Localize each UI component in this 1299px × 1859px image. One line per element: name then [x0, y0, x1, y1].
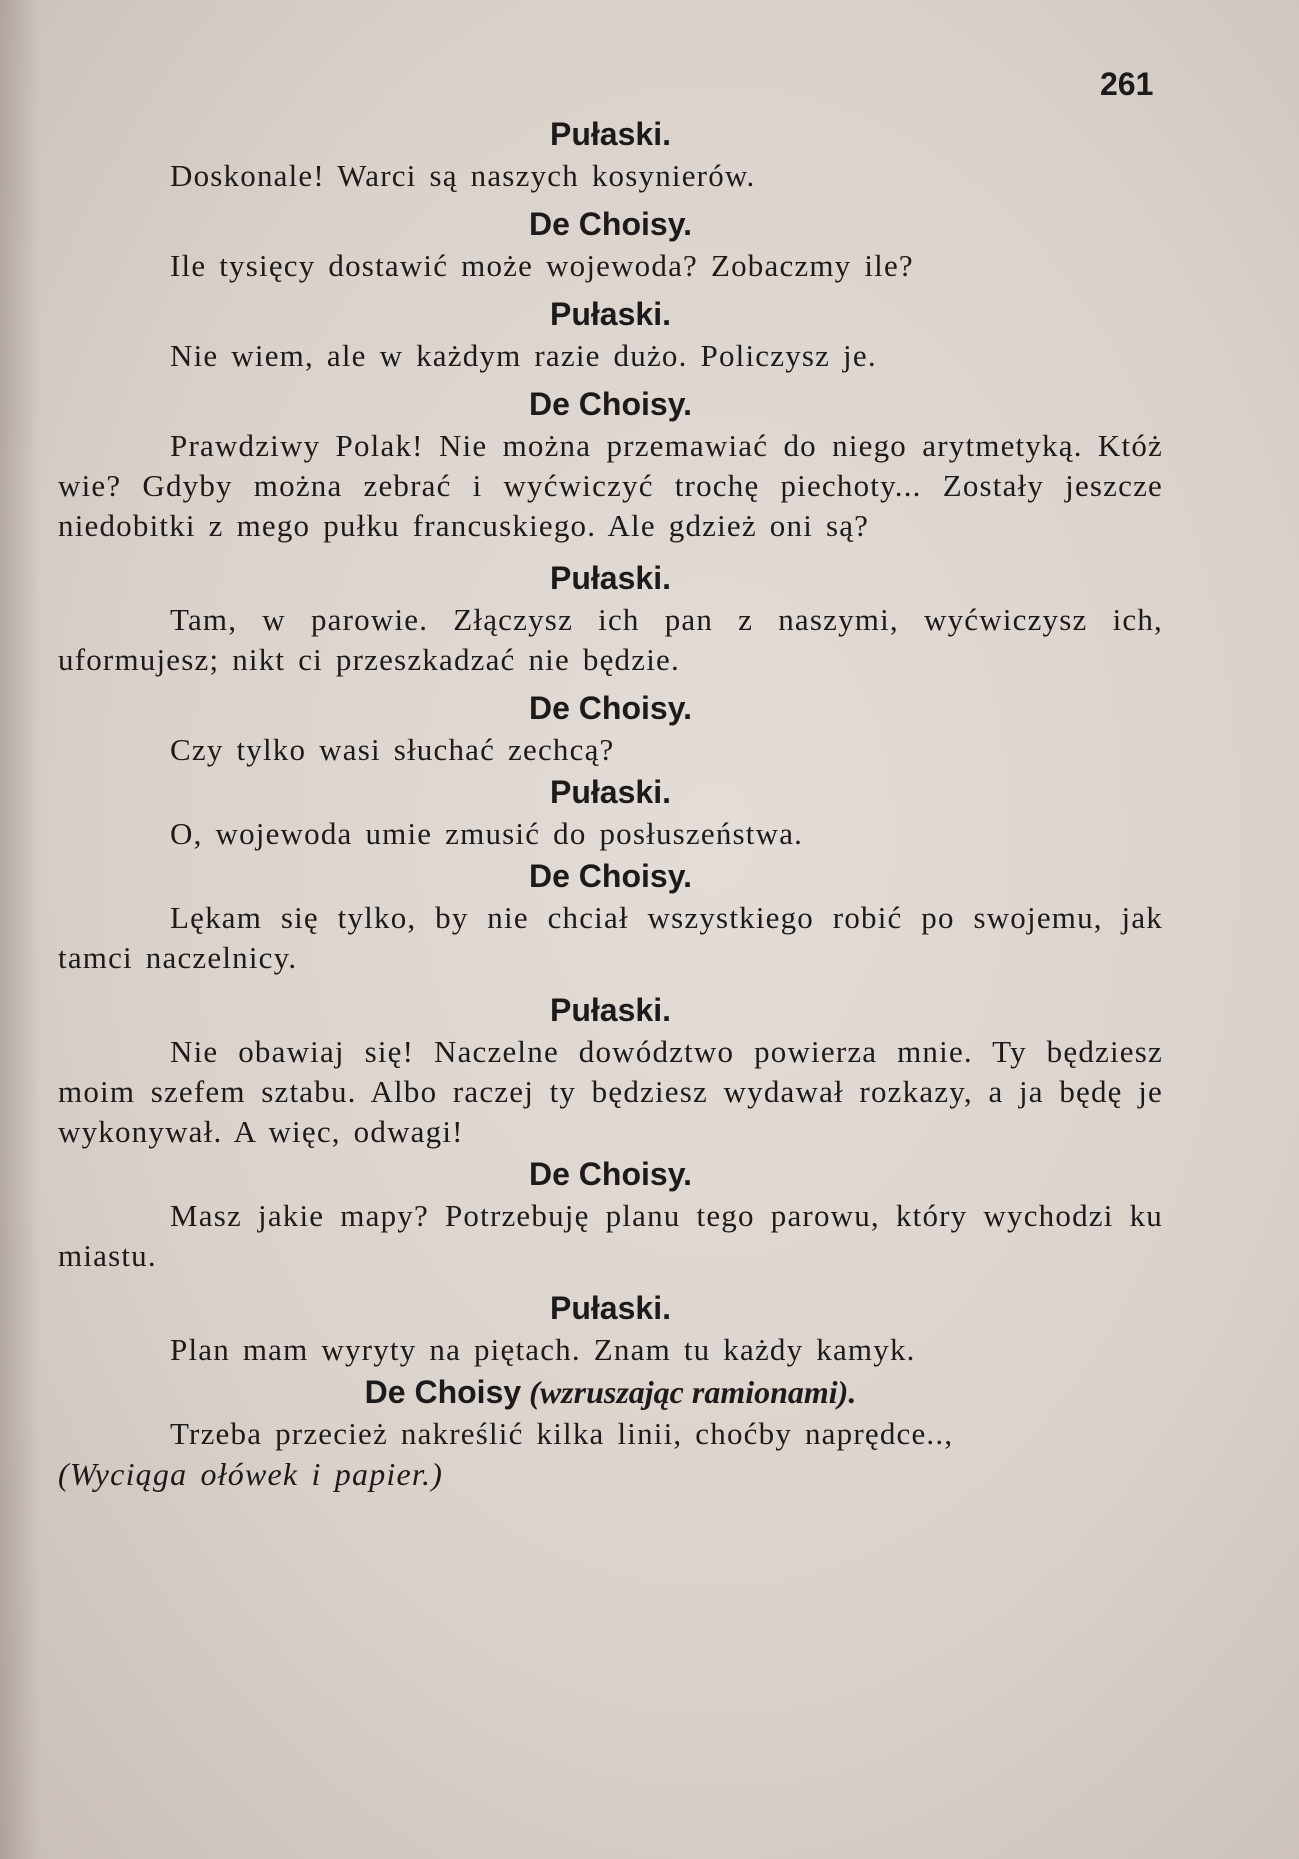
closing-stage-direction	[58, 1454, 1163, 1495]
stage-direction: (wzruszając ramionami).	[529, 1374, 857, 1410]
dialogue-line: Doskonale! Warci są naszych kosynierów.	[170, 158, 756, 193]
speaker-name: Pułaski.	[550, 296, 671, 332]
speaker-heading	[58, 556, 1163, 600]
dialogue-line: Czy tylko wasi słuchać zechcą?	[170, 732, 615, 767]
speaker-heading	[58, 770, 1163, 814]
speaker-heading	[58, 202, 1163, 246]
dialogue-line: Ile tysięcy dostawić może wojewoda? Zobaczmy ile?	[170, 248, 914, 283]
dialogue-line: Nie wiem, ale w każdym razie dużo. Policzysz je.	[170, 338, 877, 373]
dialogue-line: O, wojewoda umie zmusić do posłuszeństwa.	[170, 816, 804, 851]
dialogue-line: Lękam się tylko, by nie chciał wszystkiego robić po swojemu, jak tamci naczelnicy.	[58, 900, 1163, 975]
dialogue-line: Nie obawiaj się! Naczelne dowództwo powierza mnie. Ty będziesz moim szefem sztabu. Albo raczej ty będziesz wydawał rozkazy, a ja będę je wykonywał. A więc, odwagi!	[58, 1034, 1163, 1149]
speaker-heading	[58, 112, 1163, 156]
dialogue-line: Tam, w parowie. Złączysz ich pan z naszymi, wyćwiczysz ich, uformujesz; nikt ci przeszkadzać nie będzie.	[58, 602, 1163, 677]
speaker-heading	[58, 1286, 1163, 1330]
speaker-name: Pułaski.	[550, 992, 671, 1028]
speaker-name: De Choisy.	[529, 1156, 692, 1192]
dialogue-line: Plan mam wyryty na piętach. Znam tu każdy kamyk.	[170, 1332, 916, 1367]
speaker-name: Pułaski.	[550, 774, 671, 810]
speaker-heading	[58, 854, 1163, 898]
dialogue-line: Masz jakie mapy? Potrzebuję planu tego parowu, który wychodzi ku miastu.	[58, 1198, 1163, 1273]
speaker-name: De Choisy	[364, 1374, 522, 1410]
speaker-heading	[58, 988, 1163, 1032]
dialogue-text	[58, 112, 1163, 1495]
dialogue-line: Prawdziwy Polak! Nie można przemawiać do niego arytmetyką. Któż wie? Gdyby można zebrać i wyćwiczyć trochę piechoty... Zostały jeszcze niedobitki z mego pułku francuskiego. Ale gdzież oni są?	[58, 428, 1163, 543]
speaker-heading	[58, 1370, 1163, 1414]
speaker-name: De Choisy.	[529, 690, 692, 726]
speaker-name: De Choisy.	[529, 858, 692, 894]
page-number: 261	[1100, 66, 1154, 102]
speaker-heading	[58, 686, 1163, 730]
stage-direction: (Wyciąga ołówek i papier.)	[58, 1456, 444, 1492]
speaker-name: De Choisy.	[529, 386, 692, 422]
speaker-heading	[58, 382, 1163, 426]
speaker-name: Pułaski.	[550, 560, 671, 596]
dialogue-line: Trzeba przecież nakreślić kilka linii, choćby naprędce..,	[170, 1416, 954, 1451]
speaker-name: Pułaski.	[550, 1290, 671, 1326]
speaker-name: Pułaski.	[550, 116, 671, 152]
speaker-heading	[58, 1152, 1163, 1196]
speaker-heading	[58, 292, 1163, 336]
speaker-name: De Choisy.	[529, 206, 692, 242]
